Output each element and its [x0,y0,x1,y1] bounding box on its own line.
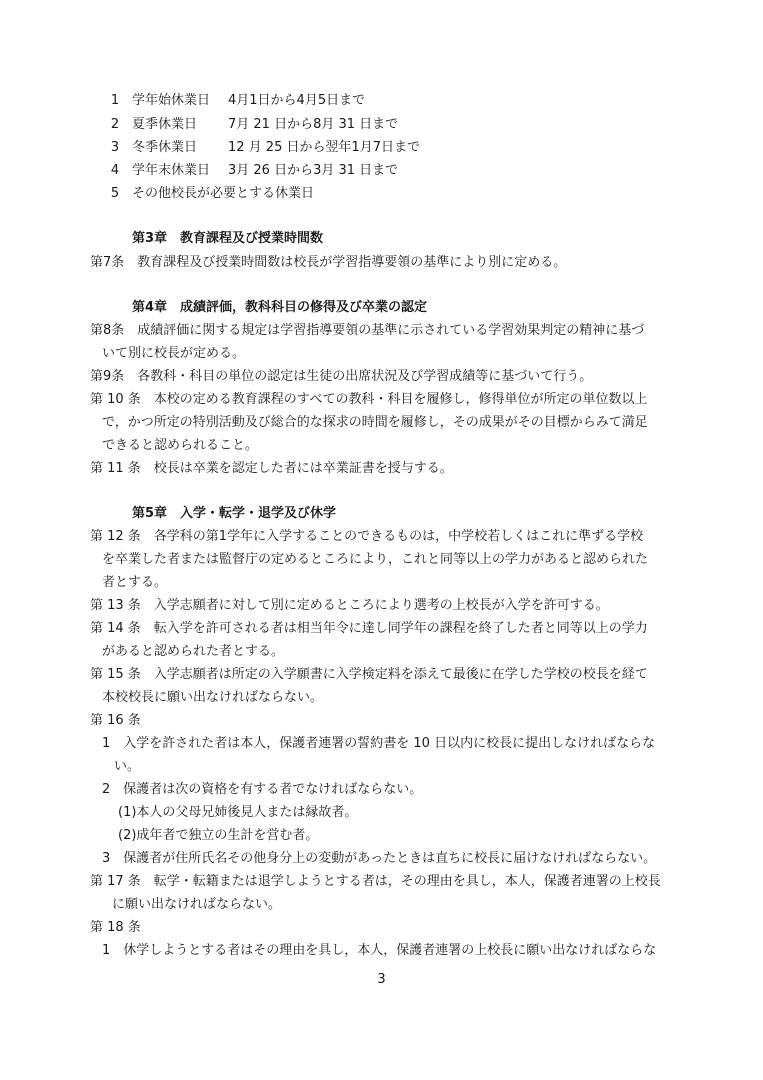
holiday-number: 1 [110,93,120,108]
holiday-number: 2 [110,117,120,132]
article-8: 第8条 成績評価に関する規定は学習指導要領の基準に示されている学習効果判定の精神に基づ [90,323,645,338]
article-13: 第 13 条 入学志願者に対して別に定めるところにより選考の上校長が入学を許可する。 [90,598,609,613]
chapter-3-heading: 第3章 教育課程及び授業時間数 [132,231,324,246]
holiday-name: 学年始休業日 [132,93,211,108]
article-16-paragraph-2: 2 保護者は次の資格を有する者でなければならない。 [102,782,423,797]
holiday-name: 冬季休業日 [132,140,198,155]
article-17-continued: に願い出なければならない。 [112,897,282,912]
chapter-4-heading: 第4章 成績評価，教科科目の修得及び卒業の認定 [132,300,428,315]
holiday-item [0,91,763,111]
article-17: 第 17 条 転学・転籍または退学しようとする者は，その理由を具し，本人，保護者連署の上校長 [90,874,661,889]
article-18-paragraph-1: 1 休学しようとする者はその理由を具し，本人，保護者連署の上校長に願い出なければならな [102,943,657,958]
article-10: 第 10 条 本校の定める教育課程のすべての教科・科目を履修し，修得単位が所定の単位数以上 [90,392,648,407]
article-16-paragraph-1-continued: い。 [114,759,141,774]
article-12-continued: を卒業した者または監督庁の定めるところにより，これと同等以上の学力があると認められた [102,552,649,567]
article-9: 第9条 各教科・科目の単位の認定は生徒の出席状況及び学習成績等に基づいて行う。 [90,369,593,384]
article-16: 第 16 条 [90,713,141,728]
holiday-item [0,184,763,204]
holiday-item [0,115,763,135]
holiday-number: 4 [110,163,120,178]
article-8-continued: いて別に校長が定める。 [102,346,246,361]
holiday-name: 学年末休業日 [132,163,211,178]
page-number: 3 [377,972,386,987]
holiday-item [0,161,763,181]
holiday-period: 4月1日から4月5日まで [228,93,366,108]
article-14-continued: があると認められた者とする。 [102,644,285,659]
article-16-paragraph-3: 3 保護者が住所氏名その他身分上の変動があったときは直ちに校長に届けなければならない。 [102,851,657,866]
article-7: 第7条 教育課程及び授業時間数は校長が学習指導要領の基準により別に定める。 [90,255,567,270]
article-18: 第 18 条 [90,920,141,935]
article-10-continued: で，かつ所定の特別活動及び総合的な探求の時間を履修し，その成果がその目標からみて満足 [102,415,648,430]
article-12-continued: 者とする。 [102,575,168,590]
article-10-continued: できると認められること。 [102,438,259,453]
article-11: 第 11 条 校長は卒業を認定した者には卒業証書を授与する。 [90,461,453,476]
article-16-paragraph-1: 1 入学を許された者は本人，保護者連署の誓約書を 10 日以内に校長に提出しなければならな [102,736,656,751]
holiday-name: 夏季休業日 [132,117,198,132]
article-12: 第 12 条 各学科の第1学年に入学することのできるものは，中学校若しくはこれに準ずる学校 [90,529,644,544]
holiday-number: 3 [110,140,120,155]
article-16-item-1: (1)本人の父母兄姉後見人または縁故者。 [118,805,358,820]
holiday-period: 12 月 25 日から翌年1月7日まで [228,140,421,155]
holiday-period: 7月 21 日から8月 31 日まで [228,117,399,132]
article-15: 第 15 条 入学志願者は所定の入学願書に入学検定料を添えて最後に在学した学校の校長を経て [90,667,648,682]
holiday-name: その他校長が必要とする休業日 [132,186,315,201]
article-15-continued: 本校校長に願い出なければならない。 [102,690,324,705]
holiday-period: 3月 26 日から3月 31 日まで [228,163,399,178]
chapter-5-heading: 第5章 入学・転学・退学及び休学 [132,506,337,521]
holiday-item [0,138,763,158]
holiday-number: 5 [110,186,120,201]
article-14: 第 14 条 転入学を許可される者は相当年令に達し同学年の課程を終了した者と同等以上の学力 [90,621,648,636]
article-16-item-2: (2)成年者で独立の生計を営む者。 [118,828,319,843]
